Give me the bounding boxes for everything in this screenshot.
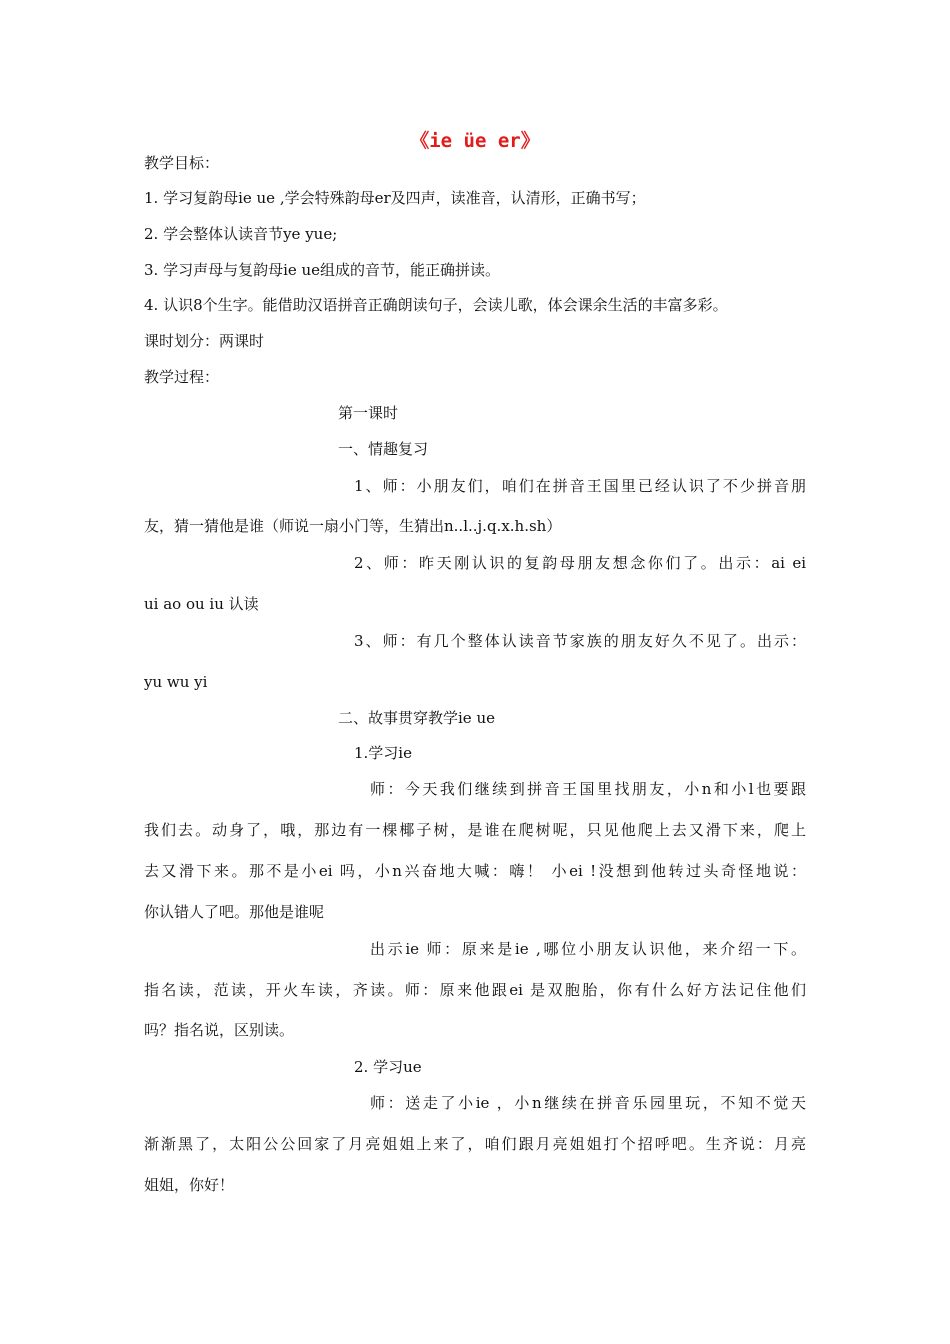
- paragraph-line: 指名读，范读，开火车读，齐读。师：原来他跟ei 是双胞胎，你有什么好方法记住他们: [144, 981, 806, 999]
- paragraph-line: 出示ie 师：原来是ie ,哪位小朋友认识他，来介绍一下。: [370, 940, 806, 958]
- paragraph-line: ui ao ou iu 认读: [144, 595, 259, 613]
- process-heading: 教学过程：: [144, 368, 220, 386]
- lesson-heading: 第一课时: [338, 404, 399, 422]
- paragraph-line: yu wu yi: [144, 673, 208, 691]
- paragraph-line: 姐姐，你好！: [144, 1176, 235, 1194]
- paragraph-line: 2、师：昨天刚认识的复韵母朋友想念你们了。出示：ai ei: [354, 554, 806, 572]
- paragraph-line: 你认错人了吧。那他是谁呢: [144, 903, 325, 921]
- subsection-heading: 2. 学习ue: [354, 1058, 422, 1076]
- paragraph-line: 师：今天我们继续到拼音王国里找朋友，小n和小l也要跟: [370, 780, 806, 798]
- paragraph-line: 3、师：有几个整体认读音节家族的朋友好久不见了。出示：: [354, 632, 806, 650]
- section-heading: 二、故事贯穿教学ie ue: [338, 709, 495, 727]
- objective-item: 2. 学会整体认读音节ye yue;: [144, 225, 338, 243]
- paragraph-line: 去又滑下来。那不是小ei 吗，小n兴奋地大喊：嗨！ 小ei !没想到他转过头奇怪地说：: [144, 862, 806, 880]
- paragraph-line: 友，猜一猜他是谁（师说一扇小门等，生猜出n..l..j.q.x.h.sh）: [144, 517, 562, 535]
- objectives-heading: 教学目标：: [144, 154, 220, 172]
- objective-item: 4. 认识8个生字。能借助汉语拼音正确朗读句子，会读儿歌，体会课余生活的丰富多彩。: [144, 296, 728, 314]
- objective-item: 3. 学习声母与复韵母ie ue组成的音节，能正确拼读。: [144, 261, 501, 279]
- paragraph-line: 1、师：小朋友们，咱们在拼音王国里已经认识了不少拼音朋: [354, 477, 806, 495]
- paragraph-line: 师：送走了小ie ，小n继续在拼音乐园里玩，不知不觉天: [370, 1094, 806, 1112]
- paragraph-line: 我们去。动身了，哦，那边有一棵椰子树，是谁在爬树呢，只见他爬上去又滑下来，爬上: [144, 821, 806, 839]
- schedule-line: 课时划分：两课时: [144, 332, 265, 350]
- section-heading: 一、情趣复习: [338, 440, 429, 458]
- paragraph-line: 吗？指名说，区别读。: [144, 1021, 295, 1039]
- paragraph-line: 渐渐黑了，太阳公公回家了月亮姐姐上来了，咱们跟月亮姐姐打个招呼吧。生齐说：月亮: [144, 1135, 806, 1153]
- objective-item: 1. 学习复韵母ie ue ,学会特殊韵母er及四声，读准音，认清形，正确书写；: [144, 189, 646, 207]
- document-title: 《ie üe er》: [410, 130, 540, 152]
- subsection-heading: 1.学习ie: [354, 744, 412, 762]
